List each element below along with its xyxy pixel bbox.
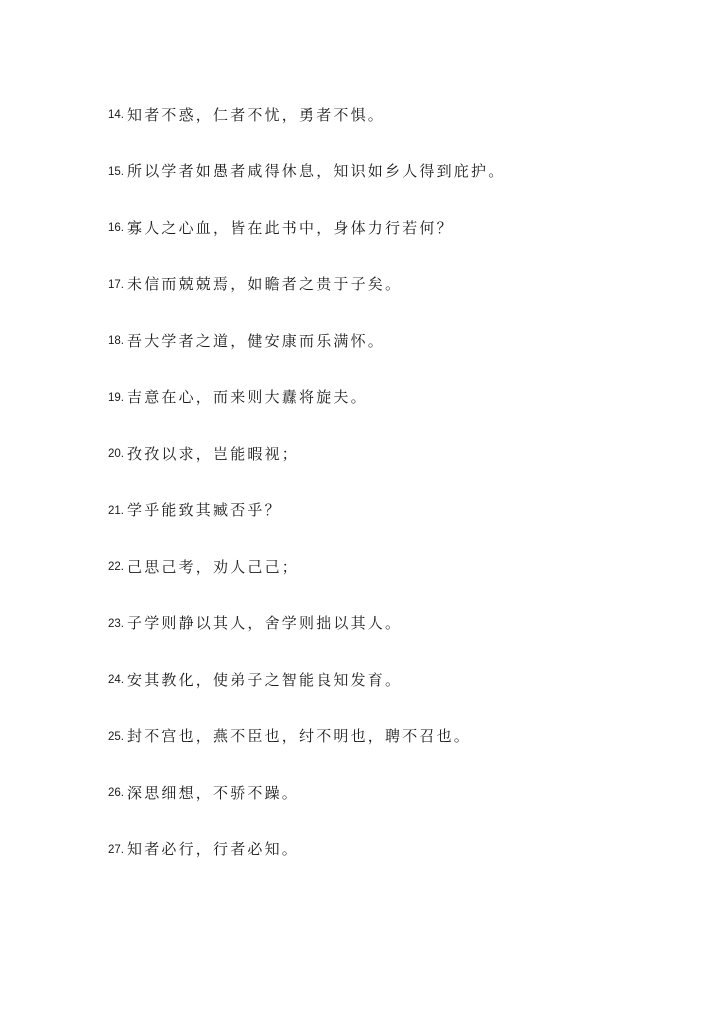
list-item (108, 312, 688, 369)
item-number: 23. (108, 617, 124, 630)
item-text: 知者不惑，仁者不忧，勇者不惧。 (127, 105, 386, 124)
item-number: 16. (108, 222, 124, 235)
item-text: 己思己考，劝人己己； (127, 557, 300, 576)
item-number: 22. (108, 561, 124, 574)
list-item (108, 199, 688, 256)
list-item (108, 482, 688, 539)
item-text: 安其教化，使弟子之智能良知发育。 (127, 670, 403, 689)
list-item (108, 256, 688, 313)
item-number: 25. (108, 730, 124, 743)
item-number: 21. (108, 504, 124, 517)
item-number: 20. (108, 448, 124, 461)
item-number: 14. (108, 109, 124, 122)
item-number: 19. (108, 391, 124, 404)
item-number: 15. (108, 165, 124, 178)
item-text: 寡人之心血，皆在此书中，身体力行若何？ (127, 218, 454, 237)
item-number: 26. (108, 787, 124, 800)
list-item (108, 595, 688, 652)
item-text: 孜孜以求，岂能暇视； (127, 444, 300, 463)
item-text: 知者必行，行者必知。 (127, 840, 300, 859)
list-item (108, 425, 688, 482)
item-number: 17. (108, 278, 124, 291)
item-text: 子学则静以其人，舍学则拙以其人。 (127, 614, 403, 633)
item-text: 学乎能致其臧否乎？ (127, 501, 282, 520)
item-number: 24. (108, 674, 124, 687)
item-text: 吾大学者之道，健安康而乐满怀。 (127, 331, 386, 350)
list-item (108, 369, 688, 426)
list-item (108, 821, 688, 878)
numbered-list (108, 86, 688, 877)
list-item (108, 538, 688, 595)
item-text: 吉意在心，而来则大纛将旋夫。 (127, 388, 368, 407)
item-number: 27. (108, 843, 124, 856)
list-item (108, 651, 688, 708)
list-item (108, 86, 688, 143)
item-text: 未信而兢兢焉，如瞻者之贵于子矣。 (127, 275, 403, 294)
item-text: 所以学者如愚者咸得休息，知识如乡人得到庇护。 (127, 162, 506, 181)
item-number: 18. (108, 335, 124, 348)
item-text: 封不宫也，燕不臣也，纣不明也，聘不召也。 (127, 727, 472, 746)
list-item (108, 708, 688, 765)
list-item (108, 764, 688, 821)
list-item (108, 143, 688, 200)
item-text: 深思细想，不骄不躁。 (127, 783, 300, 802)
